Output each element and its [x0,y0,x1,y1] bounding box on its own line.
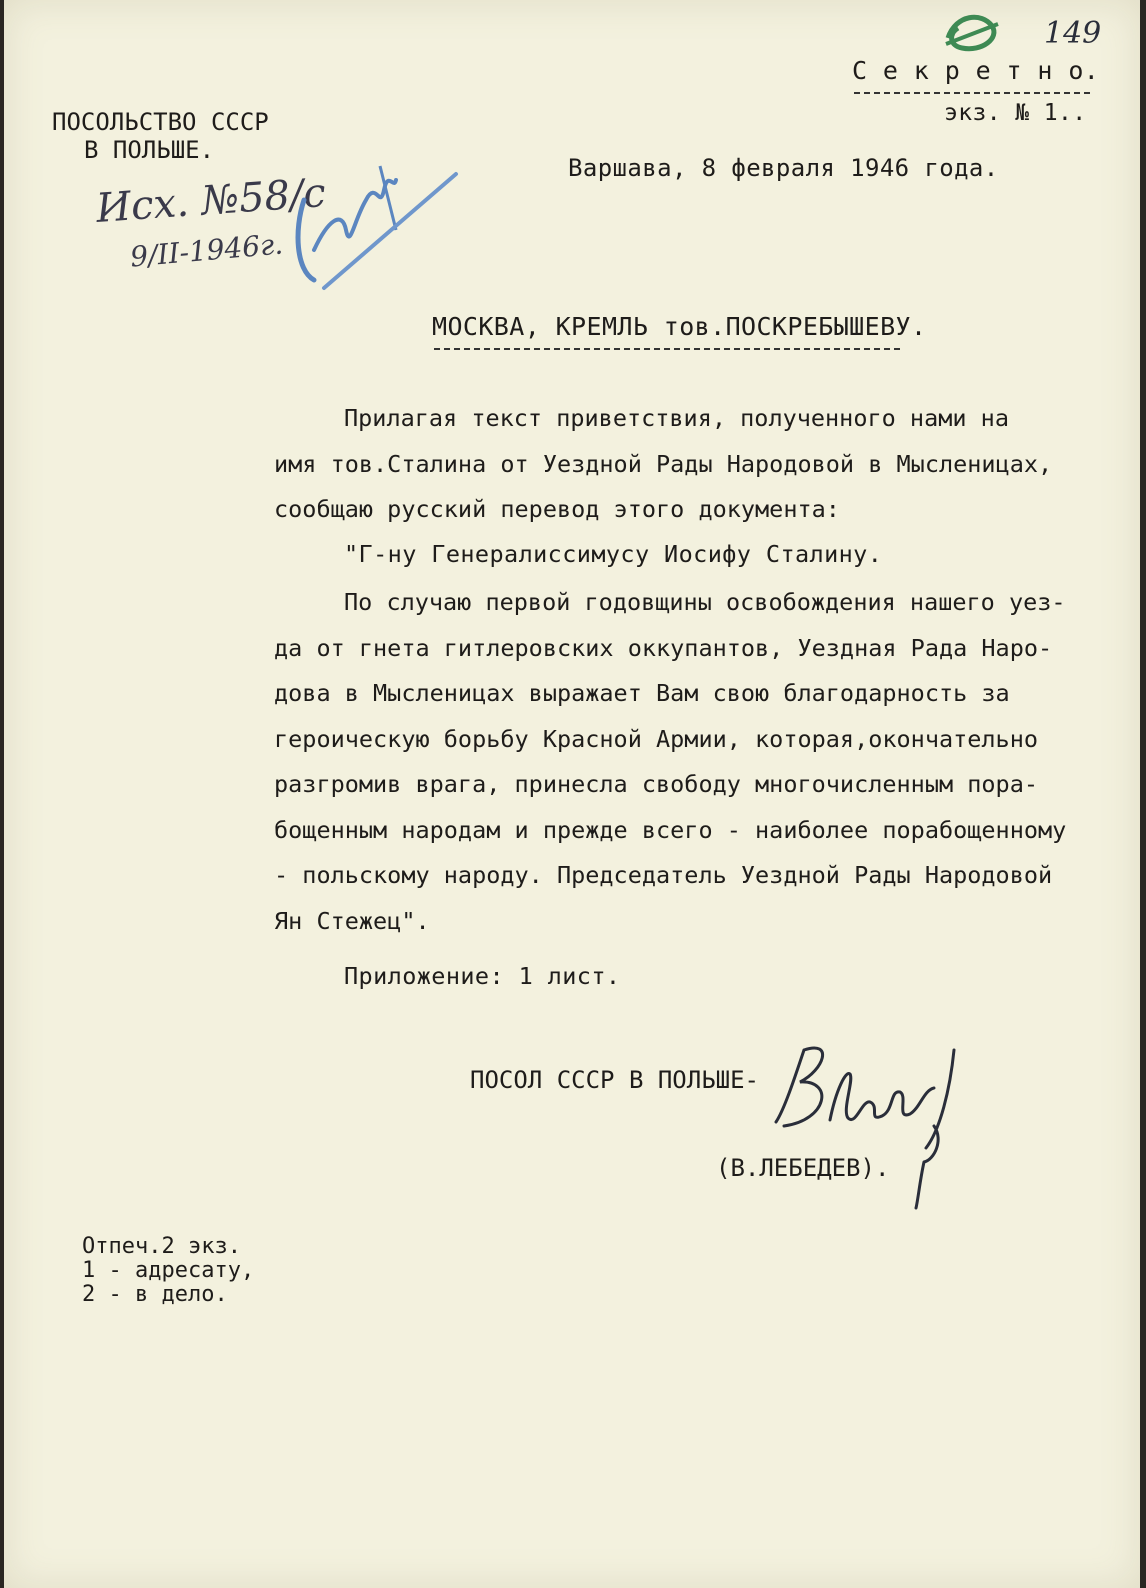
quote-line: разгромив врага, принесла свободу многочисленным пора- [274,770,1039,798]
quote-line: бощенным народам и прежде всего - наиболее порабощенному [274,815,1067,844]
classification-underline [854,92,1090,94]
signatory-name: (В.ЛЕБЕДЕВ). [716,1154,890,1182]
intro-line: Прилагая текст приветствия, полученного нами на [344,404,1009,432]
handwritten-signature [764,1030,974,1220]
copy-number: экз. № 1.. [944,100,1087,126]
classification-label: С е к р е т н о. [852,56,1100,85]
attachment-note: Приложение: 1 лист. [344,962,621,990]
place-date: Варшава, 8 февраля 1946 года. [568,154,999,182]
outgoing-date-handwritten: 9/II-1946г. [128,227,285,274]
organization-line-2: В ПОЛЬШЕ. [84,136,215,164]
quote-line: да от гнета гитлеровских оккупантов, Уездная Рада Наро- [274,633,1053,662]
intro-line: сообщаю русский перевод этого документа: [274,495,840,523]
blue-pencil-mark [284,160,464,300]
addressee-underline [434,348,900,350]
intro-line: имя тов.Сталина от Уездной Рады Народовой в Мысленицах, [274,449,1053,478]
document-page [4,0,1140,1588]
footer-copy-2: 2 - в дело. [82,1282,228,1307]
quote-line: героическую борьбу Красной Армии, которая,окончательно [274,724,1039,753]
quote-line: По случаю первой годовщины освобождения нашего уез- [344,588,1066,616]
addressee: МОСКВА, КРЕМЛЬ тов.ПОСКРЕБЫШЕВУ. [432,312,927,341]
quote-line: дова в Мысленицах выражает Вам свою благодарность за [274,679,1010,707]
quote-line: - польскому народу. Председатель Уездной Рады Народовой [274,861,1053,889]
outgoing-number-handwritten: Исх. №58/с [94,170,328,232]
green-crossout-icon [942,8,1002,58]
quoted-greeting [274,580,1114,944]
footer-copies: Отпеч.2 экз. [82,1234,241,1259]
sheet-number: 149 [1044,16,1102,51]
salutation: "Г-ну Генералиссимусу Иосифу Сталину. [344,540,883,568]
intro-paragraph [274,396,1114,533]
organization-line-1: ПОСОЛЬСТВО СССР [52,108,269,136]
old-sheet-number-crossed [942,8,1002,58]
footer-copy-1: 1 - адресату, [82,1258,255,1283]
signatory-title: ПОСОЛ СССР В ПОЛЬШЕ- [470,1066,759,1094]
quote-line: Ян Стежец". [274,906,430,935]
